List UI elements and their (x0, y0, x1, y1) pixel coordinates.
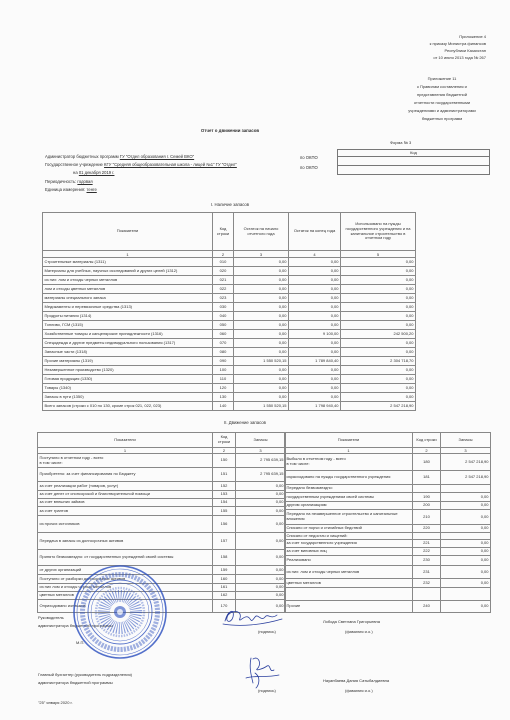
stock-amount: 0,00 (236, 550, 286, 566)
appendix-ministerial-order (430, 33, 486, 61)
row-label: Оприходовано излишков (38, 600, 213, 613)
table-row (285, 493, 491, 502)
stock-amount (441, 485, 491, 493)
row-code: 070 (213, 339, 234, 348)
row-code: 030 (213, 303, 234, 312)
row-code: 151 (213, 468, 236, 482)
appendix-line: к приказу Министра финансов (429, 41, 486, 46)
row-code: 221 (413, 540, 441, 548)
accountant-name: Науанбаева Дания Сатыбалдиевна (323, 678, 390, 683)
closing-balance: 0,00 (289, 348, 341, 357)
row-label: Списано от недостач и хищений: (285, 533, 413, 540)
name-caption: (фамилия и.о.) (345, 629, 373, 634)
admin-line (45, 154, 194, 159)
opening-balance: 0,00 (234, 366, 289, 375)
column-number: 5 (341, 251, 416, 258)
column-number: 2 (213, 251, 234, 258)
closing-balance: 0,00 (289, 258, 341, 267)
column-number: 1 (43, 251, 213, 258)
row-label: Поступило от разборки долгосрочных активов (38, 575, 213, 584)
table-row (43, 402, 416, 411)
unit-label: Единица измерения: (45, 187, 86, 192)
column-number: 3 (441, 448, 491, 454)
row-label: Прочие материалы (1319) (43, 357, 213, 366)
row-label: цветных металлов (38, 592, 213, 600)
row-code: 023 (213, 294, 234, 303)
table-row (43, 321, 416, 330)
opening-balance: 0,00 (234, 267, 289, 276)
stock-amount: 0,00 (236, 482, 286, 491)
col-header-indicators: Показатели (285, 433, 413, 448)
row-label: Продукты питания (1314) (43, 312, 213, 321)
row-code: 020 (213, 267, 234, 276)
official-seal (70, 562, 170, 662)
okpo-label: по ОКПО (300, 155, 318, 160)
row-label: Хозяйственные товары и канцелярские принадлежности (1316) (43, 330, 213, 339)
opening-balance: 0,00 (234, 285, 289, 294)
row-code: 021 (213, 276, 234, 285)
row-label: Приобретено: за счет финансирования по Бюджету (38, 468, 213, 482)
used-amount: 2 304 718,70 (341, 357, 416, 366)
head-label: Руководитель (38, 615, 64, 620)
accountant-label: администратора бюджетной программы (38, 680, 113, 685)
seal-place-label: М.П. (76, 640, 85, 645)
stock-amount: 0,00 (236, 600, 286, 613)
row-label: Прочие (285, 601, 413, 613)
used-amount: 0,00 (341, 258, 416, 267)
stock-amount (441, 533, 491, 540)
table-row (285, 540, 491, 548)
closing-balance: 9 100,00 (289, 330, 341, 339)
stock-amount: 0,00 (236, 592, 286, 600)
stock-amount: 0,00 (236, 499, 286, 507)
table-row (43, 294, 416, 303)
stock-amount: 0,00 (441, 566, 491, 579)
section-2-title: II. Движение запасов (224, 420, 266, 425)
closing-balance: 0,00 (289, 384, 341, 393)
admin-value: ГУ "Отдел образования г. Семей ВКО" (119, 154, 195, 159)
table-row (285, 502, 491, 510)
closing-balance: 1 789 840,40 (289, 357, 341, 366)
table-row (43, 375, 416, 384)
col-header-opening-balance: Остаток на начало отчетного года (234, 213, 289, 251)
row-label: лом и отходы цветных металлов (43, 285, 213, 294)
table-header-row (38, 433, 286, 448)
row-label: другим организациям (285, 502, 413, 510)
closing-balance: 0,00 (289, 294, 341, 303)
row-label (285, 588, 413, 601)
col-header-row-code: Код строки (413, 433, 441, 448)
opening-balance: 0,00 (234, 384, 289, 393)
periodicity-line (45, 179, 93, 184)
table-row (38, 482, 286, 491)
stock-amount: 2 547 218,90 (441, 471, 491, 485)
col-header-row-code: Код строки (213, 213, 234, 251)
row-code: 162 (213, 592, 236, 600)
row-code: 152 (213, 482, 236, 491)
row-label: из прочих источников (38, 516, 213, 533)
head-signature (220, 605, 284, 631)
table-row (43, 339, 416, 348)
row-code: 090 (213, 357, 234, 366)
stock-disposals-table (284, 432, 491, 613)
table-row (43, 348, 416, 357)
table-row (38, 491, 286, 499)
report-date: 01 декабря 2019 г. (78, 170, 115, 175)
stock-amount: 0,00 (236, 575, 286, 584)
used-amount: 0,00 (341, 276, 416, 285)
appendix-line: Приложение 11 (427, 76, 457, 81)
row-code: 181 (413, 471, 441, 485)
opening-balance: 1 550 520,15 (234, 402, 289, 411)
appendix-line: Республики Казахстан (444, 48, 486, 53)
row-label: за счет грантов (38, 507, 213, 516)
appendix-line: бюджетных программ (421, 116, 463, 121)
opening-balance: 0,00 (234, 294, 289, 303)
used-amount: 0,00 (341, 348, 416, 357)
institution-label: Государственное учреждение (45, 162, 103, 167)
closing-balance: 1 798 940,40 (289, 402, 341, 411)
row-label: за счет виновных лиц (285, 548, 413, 556)
row-code: 110 (213, 375, 234, 384)
row-label: из них: лом и отходы черных металлов (285, 566, 413, 579)
table-row (285, 548, 491, 556)
stock-amount: 0,00 (236, 533, 286, 550)
row-code: 022 (213, 285, 234, 294)
closing-balance: 0,00 (289, 393, 341, 402)
admin-label: Администратор бюджетных программ (45, 154, 119, 159)
row-code: 160 (213, 575, 236, 584)
closing-balance: 0,00 (289, 303, 341, 312)
table-row (285, 601, 491, 613)
row-code: 200 (413, 502, 441, 510)
row-label: Передано на незавершенное строительство и капитальные вложения (285, 510, 413, 525)
stock-amount: 0,00 (441, 493, 491, 502)
opening-balance: 0,00 (234, 339, 289, 348)
row-code: 220 (413, 525, 441, 533)
used-amount: 0,00 (341, 384, 416, 393)
row-label: за счет денег от спонсорской и благотворительной помощи (38, 491, 213, 499)
table-row (43, 366, 416, 375)
opening-balance: 1 550 520,15 (234, 357, 289, 366)
signature-caption: (подпись) (258, 688, 276, 693)
row-code: 210 (413, 510, 441, 525)
institution-line (45, 162, 237, 167)
row-code: 157 (213, 533, 236, 550)
row-label: из них лом и отходы черных металлов (38, 584, 213, 592)
table-row (285, 556, 491, 566)
used-amount: 2 547 218,90 (341, 402, 416, 411)
row-label: Товары (1340) (43, 384, 213, 393)
table-row (285, 579, 491, 588)
used-amount: 242 500,20 (341, 330, 416, 339)
used-amount: 0,00 (341, 312, 416, 321)
row-label: цветных металлов (285, 579, 413, 588)
report-title: Отчет о движении запасов (200, 128, 260, 133)
row-label: Готовая продукция (1330) (43, 375, 213, 384)
appendix-reporting-rules (394, 75, 490, 123)
table-row (43, 303, 416, 312)
column-number-row (43, 251, 416, 258)
row-label: Реализовано (285, 556, 413, 566)
row-label: за счет государственного учреждения (285, 540, 413, 548)
appendix-line: отчетности государственными (413, 100, 471, 105)
used-amount: 0,00 (341, 366, 416, 375)
row-label: Незавершенное производство (1320) (43, 366, 213, 375)
row-label: Запасные части (1318) (43, 348, 213, 357)
appendix-line: Приложение 4 (459, 34, 486, 39)
opening-balance: 0,00 (234, 348, 289, 357)
code-box (337, 149, 490, 175)
row-label: Всего запасов (строки с 010 по 130, кроме строк 021, 022, 023) (43, 402, 213, 411)
unit-value: тенге (86, 187, 97, 192)
closing-balance: 0,00 (289, 312, 341, 321)
table-row (43, 285, 416, 294)
row-label: Поступило в отчетном году - всего в том числе: (38, 454, 213, 468)
table-row (43, 276, 416, 285)
stock-amount: 0,00 (441, 556, 491, 566)
col-header-indicators: Показатели (38, 433, 213, 448)
periodicity-label: Периодичность: (45, 179, 77, 184)
row-code: 190 (413, 493, 441, 502)
stock-amount: 0,00 (441, 502, 491, 510)
periodicity-value: годовая (77, 179, 93, 184)
row-code: 153 (213, 491, 236, 499)
row-label: Списано от порчи и стихийных бедствий (285, 525, 413, 533)
signing-date: "25" января 2020 г. (38, 700, 73, 705)
section-1-title: I. Наличие запасов (210, 202, 250, 207)
code-box-header: Код (338, 150, 489, 157)
column-number: 2 (213, 448, 236, 454)
row-code: 050 (213, 321, 234, 330)
row-code: 120 (213, 384, 234, 393)
row-code: 231 (413, 566, 441, 579)
name-caption: (фамилия и.о.) (345, 688, 373, 693)
table-row (43, 312, 416, 321)
row-code: 010 (213, 258, 234, 267)
row-code: 154 (213, 499, 236, 507)
used-amount: 0,00 (341, 285, 416, 294)
used-amount: 0,00 (341, 375, 416, 384)
table-row (285, 454, 491, 471)
opening-balance: 0,00 (234, 375, 289, 384)
used-amount: 0,00 (341, 267, 416, 276)
stock-amount: 0,00 (441, 548, 491, 556)
table-row (43, 357, 416, 366)
used-amount: 0,00 (341, 393, 416, 402)
report-date-line (73, 170, 114, 175)
used-amount: 0,00 (341, 339, 416, 348)
row-code: 180 (413, 454, 441, 471)
row-label: за счет внешних займов (38, 499, 213, 507)
table-row (38, 499, 286, 507)
row-code: 080 (213, 348, 234, 357)
table-row (43, 267, 416, 276)
stock-availability-table (42, 212, 416, 411)
row-code: 156 (213, 516, 236, 533)
form-number: Форма № 3 (390, 140, 412, 145)
col-header-stock: Запасы (236, 433, 286, 448)
closing-balance: 0,00 (289, 276, 341, 285)
row-code: 232 (413, 579, 441, 588)
table-row (38, 533, 286, 550)
unit-line (45, 187, 97, 192)
opening-balance: 0,00 (234, 258, 289, 267)
table-row (285, 588, 491, 601)
row-label: Топливо, ГСМ (1315) (43, 321, 213, 330)
row-label: Передано безвозмездно: (285, 485, 413, 493)
row-label: Принято безвозмездно: от государственных учреждений своей системы (38, 550, 213, 566)
closing-balance: 0,00 (289, 285, 341, 294)
closing-balance: 0,00 (289, 366, 341, 375)
opening-balance: 0,00 (234, 321, 289, 330)
stock-amount: 0,00 (236, 491, 286, 499)
column-number: 4 (289, 251, 341, 258)
closing-balance: 0,00 (289, 375, 341, 384)
row-label: Медикаменты и перевязочные средства (1313) (43, 303, 213, 312)
row-code: 230 (413, 556, 441, 566)
row-label: израсходовано на нужды государственного учреждения (285, 471, 413, 485)
date-prefix: на (73, 170, 78, 175)
row-label: из них: лом и отходы черных металлов (43, 276, 213, 285)
stock-amount: 0,00 (236, 584, 286, 592)
okpo-label: по ОКПО (300, 165, 318, 170)
col-header-stock: Запасы (441, 433, 491, 448)
appendix-line: от 10 июля 2013 года № 267 (433, 55, 486, 60)
row-code (413, 485, 441, 493)
row-label: Запасы в пути (1350) (43, 393, 213, 402)
table-row (38, 516, 286, 533)
column-number: 3 (236, 448, 286, 454)
col-header-closing-balance: Остаток на конец года (289, 213, 341, 251)
closing-balance: 0,00 (289, 267, 341, 276)
row-code (413, 588, 441, 601)
opening-balance: 0,00 (234, 330, 289, 339)
table-row (285, 566, 491, 579)
stock-amount: 0,00 (441, 510, 491, 525)
opening-balance: 0,00 (234, 393, 289, 402)
stock-amount: 0,00 (236, 507, 286, 516)
row-code: 130 (213, 393, 234, 402)
row-code: 240 (413, 601, 441, 613)
column-number: 3 (234, 251, 289, 258)
opening-balance: 0,00 (234, 276, 289, 285)
row-label: Передача в запасы из долгосрочных активов (38, 533, 213, 550)
closing-balance: 0,00 (289, 321, 341, 330)
row-code: 060 (213, 330, 234, 339)
table-row (285, 471, 491, 485)
table-row (43, 393, 416, 402)
col-header-row-code: Код строки (213, 433, 236, 448)
row-code: 222 (413, 548, 441, 556)
col-header-used: Использовано на нужды государственного учреждения и на капитальное строительство в отчетном году (341, 213, 416, 251)
stock-amount: 2 547 218,90 (441, 454, 491, 471)
accountant-label: Главный бухгалтер (руководитель подразделения) (38, 672, 132, 677)
row-code: 158 (213, 550, 236, 566)
stock-amount: 2 795 639,15 (236, 454, 286, 468)
row-code: 100 (213, 366, 234, 375)
signature-caption: (подпись) (258, 629, 276, 634)
appendix-line: представления бюджетной (417, 92, 467, 97)
used-amount: 0,00 (341, 321, 416, 330)
stock-amount: 0,00 (441, 579, 491, 588)
code-box-okpo-admin (338, 157, 489, 166)
row-label: от других организаций (38, 566, 213, 575)
opening-balance: 0,00 (234, 312, 289, 321)
column-number: 1 (285, 448, 413, 454)
accountant-signature (244, 653, 282, 691)
institution-value: КГУ "Средняя общеобразовательная школа - лицей №1" ГУ "Отдел" (104, 162, 237, 167)
table-row (285, 525, 491, 533)
table-row (43, 384, 416, 393)
row-code: 140 (213, 402, 234, 411)
appendix-line: учреждениями и администраторами (408, 108, 476, 113)
used-amount: 0,00 (341, 303, 416, 312)
head-name: Лобода Светлана Григорьевна (323, 619, 380, 624)
table-row (285, 510, 491, 525)
opening-balance: 0,00 (234, 303, 289, 312)
table-row (43, 258, 416, 267)
row-label: Строительные материалы (1311) (43, 258, 213, 267)
row-label: государственным учреждениям своей системы (285, 493, 413, 502)
table-header-row (43, 213, 416, 251)
row-code: 161 (213, 584, 236, 592)
column-number: 1 (38, 448, 213, 454)
stock-amount: 0,00 (441, 525, 491, 533)
table-row (285, 533, 491, 540)
stock-amount: 0,00 (441, 540, 491, 548)
table-row (43, 330, 416, 339)
row-code: 155 (213, 507, 236, 516)
row-code (413, 533, 441, 540)
table-row (38, 468, 286, 482)
column-number: 2 (413, 448, 441, 454)
row-label: материалы специального запаса (43, 294, 213, 303)
row-label: Материалы для учебных, научных исследований и других целей (1312) (43, 267, 213, 276)
row-label: Спецодежда и другие предметы индивидуального пользования (1317) (43, 339, 213, 348)
stock-amount: 2 795 639,15 (236, 468, 286, 482)
row-label: за счет реализации работ (товаров, услуг) (38, 482, 213, 491)
table-row (38, 454, 286, 468)
row-code: 040 (213, 312, 234, 321)
closing-balance: 0,00 (289, 339, 341, 348)
stock-amount: 0,00 (236, 516, 286, 533)
table-row (285, 485, 491, 493)
col-header-indicators: Показатели (43, 213, 213, 251)
table-row (38, 507, 286, 516)
row-code: 150 (213, 454, 236, 468)
table-header-row (285, 433, 491, 448)
head-label: администратора бюджетной программы (38, 623, 113, 628)
stock-amount: 0,00 (236, 566, 286, 575)
used-amount: 0,00 (341, 294, 416, 303)
row-code: 159 (213, 566, 236, 575)
stock-amount (441, 588, 491, 601)
row-label: Выбыло в отчетном году - всего в том числе: (285, 454, 413, 471)
stock-amount: 0,00 (441, 601, 491, 613)
row-code: 170 (213, 600, 236, 613)
appendix-line: к Правилам составления и (417, 84, 467, 89)
